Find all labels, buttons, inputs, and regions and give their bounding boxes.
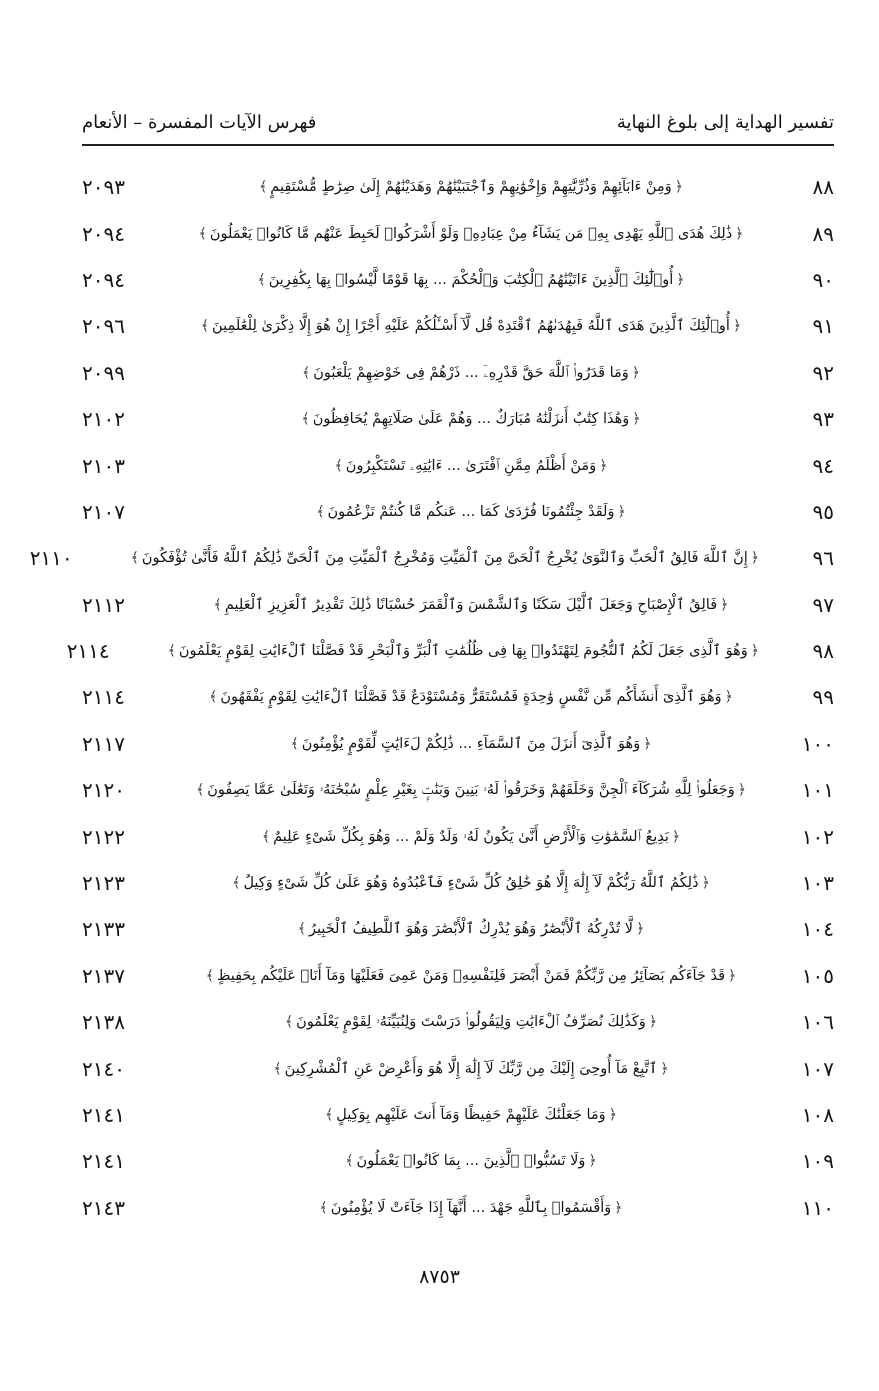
verse-text: وَمَا قَدَرُوا۟ ٱللَّهَ حَقَّ قَدْرِهِۦٓ ... ذَرْهُمْ فِى خَوْضِهِمْ يَلْعَبُونَ [313,364,629,381]
ornate-bracket-close-icon: ﴾ [196,782,205,799]
ornate-bracket-open-icon: ﴿ [631,364,640,381]
page-reference: ٢١٤١ [82,1149,125,1174]
ornate-bracket-open-icon: ﴿ [732,318,742,335]
header-rule [82,144,834,146]
table-row [82,906,834,952]
verse-text-cell [172,272,770,288]
ornate-bracket-close-icon: ﴾ [345,1153,354,1170]
ornate-bracket-close-icon: ﴾ [205,967,214,984]
ornate-bracket-close-icon: ﴾ [130,550,139,567]
page-reference: ٢١١٠ [29,546,73,571]
ornate-bracket-open-icon: ﴿ [660,1060,669,1077]
running-head [82,104,834,140]
table-row [82,1092,834,1138]
ornate-bracket-open-icon: ﴿ [728,967,737,984]
verse-text-cell [172,458,770,474]
verse-number: ٩٣ [812,407,834,432]
verse-text-cell [172,875,770,891]
verse-text: وَهُوَ ٱلَّذِىٓ أَنزَلَ مِنَ ٱلسَّمَآءِ ... ذَٰلِكُمْ لَءَايَٰتٍ لِّقَوْمٍ يُؤْمِنُونَ [301,735,641,752]
page-reference: ٢٠٩٦ [82,314,125,339]
verse-text-cell [172,1107,770,1123]
table-row [82,860,834,906]
table-row [82,721,834,767]
ornate-bracket-close-icon: ﴾ [334,457,343,474]
verse-text-cell [172,1014,770,1030]
ornate-bracket-open-icon: ﴿ [671,828,681,845]
verse-text-cell [172,1200,770,1216]
verse-text: ذَٰلِكُمُ ٱللَّهُ رَبُّكُمْ لَآ إِلَٰهَ إِلَّا هُوَ خَٰلِقُ كُلِّ شَىْءٍ فَٱعْبُدُوهُ وَهُوَ عَلَىٰ كُلِّ شَىْءٍ وَكِيلٌ [243,875,699,892]
verse-text-cell [172,921,770,937]
page-reference: ٢٠٩٤ [82,221,125,246]
verse-number: ٩٩ [812,685,834,710]
page-reference: ٢١٢٢ [82,824,125,849]
verse-number: ١٠٤ [801,917,834,942]
verse-text: وَهُوَ ٱلَّذِىٓ أَنشَأَكُم مِّن نَّفْسٍ وَٰحِدَةٍ فَمُسْتَقَرٌّ وَمُسْتَوْدَعٌ قَدْ فَصَّلْنَا ٱلْءَايَٰتِ لِقَوْمٍ يَفْقَهُونَ [220,689,722,706]
verse-number: ٩٦ [812,546,834,571]
ornate-bracket-close-icon: ﴾ [259,179,268,196]
table-row [82,953,834,999]
verse-text: ٱتَّبِعْ مَآ أُوحِىَ إِلَيْكَ مِن رَّبِّكَ لَآ إِلَٰهَ إِلَّا هُوَ وَأَعْرِضْ عَنِ ٱلْمُشْرِكِينَ [284,1060,658,1077]
verse-number: ١٠٥ [801,963,834,988]
verse-number: ١٠٨ [801,1103,834,1127]
verse-text-cell [172,179,770,195]
ornate-bracket-close-icon: ﴾ [200,318,210,335]
verse-number: ٩٧ [812,592,834,617]
ornate-bracket-close-icon: ﴾ [301,411,310,428]
ornate-bracket-open-icon: ﴿ [737,782,746,799]
ornate-bracket-open-icon: ﴿ [701,875,710,892]
page-reference: ٢١٤٠ [82,1056,125,1081]
verse-text: ذَٰلِكَ هُدَى ٱللَّهِ يَهْدِى بِهِۦ مَن يَشَآءُ مِنْ عِبَادِهِۦ وَلَوْ أَشْرَكُوا۟ لَحَبِطَ عَنْهُم مَّا كَانُوا۟ يَعْمَلُونَ [209,225,733,242]
verse-number: ٩١ [812,314,834,339]
table-row [82,350,834,396]
ornate-bracket-close-icon: ﴾ [301,364,311,381]
ornate-bracket-open-icon: ﴿ [724,689,733,706]
page-reference: ٢١٤١ [82,1103,125,1127]
table-row [66,628,834,674]
page-reference: ٢١٣٧ [82,963,125,988]
ornate-bracket-open-icon: ﴿ [599,457,608,474]
verse-number: ٩٢ [812,360,834,385]
verse-text: وَهُوَ ٱلَّذِى جَعَلَ لَكُمُ ٱلنُّجُومَ لِتَهْتَدُوا۟ بِهَا فِى ظُلُمَٰتِ ٱلْبَرِّ وَٱلْبَحْرِ قَدْ فَصَّلْنَا ٱلْءَايَٰتِ لِقَوْمٍ يَعْلَمُونَ [178,643,748,660]
page-reference: ٢١١٢ [82,592,125,617]
verse-text: أُو۟لَٰٓئِكَ ٱلَّذِينَ ءَاتَيْنَٰهُمُ ٱلْكِتَٰبَ وَٱلْحُكْمَ ... بِهَا قَوْمًا لَّيْسُوا۟ بِهَا بِكَٰفِرِينَ [268,271,674,288]
verse-text: وَمَنْ أَظْلَمُ مِمَّنِ ٱفْتَرَىٰ ... ءَايَٰتِهِۦ تَسْتَكْبِرُونَ [345,457,597,474]
verse-text-cell [172,318,770,334]
table-row [82,1138,834,1184]
verse-text-cell [172,1153,770,1169]
page-reference: ٢١٢٠ [82,778,125,803]
ornate-bracket-close-icon: ﴾ [284,1014,294,1031]
verse-text-cell [172,365,770,381]
verse-text: وَمِنْ ءَابَآئِهِمْ وَذُرِّيَّٰتِهِمْ وَإِخْوَٰنِهِمْ وَٱجْتَبَيْنَٰهُمْ وَهَدَيْنَٰهُمْ إِلَىٰ صِرَٰطٍ مُّسْتَقِيمٍ [270,179,672,196]
verse-text-cell [172,968,770,984]
verse-text-cell [172,226,770,242]
ornate-bracket-open-icon: ﴿ [643,735,652,752]
verse-text-cell [172,829,770,845]
ornate-bracket-open-icon: ﴿ [674,179,683,196]
verse-text: أُو۟لَٰٓئِكَ ٱلَّذِينَ هَدَى ٱللَّهُ فَبِهُدَىٰهُمُ ٱقْتَدِهْ قُل لَّآ أَسْـَٔلُكُمْ عَلَيْهِ أَجْرًا إِنْ هُوَ إِلَّا ذِكْرَىٰ لِلْعَٰلَمِينَ [212,318,730,335]
verse-number: ٩٤ [812,453,834,478]
verse-text: وَأَقْسَمُوا۟ بِٱللَّهِ جَهْدَ ... أَنَّهَآ إِذَا جَآءَتْ لَا يُؤْمِنُونَ [330,1199,612,1216]
table-row [82,164,834,210]
verse-number: ٩٨ [812,639,834,664]
verse-number: ١٠٦ [801,1010,834,1035]
verse-text-cell [172,504,770,520]
page-reference: ٢١٣٣ [82,917,125,942]
verse-number: ١٠٠ [801,731,834,756]
ornate-bracket-close-icon: ﴾ [290,735,299,752]
ornate-bracket-open-icon: ﴿ [750,550,759,567]
table-row [82,257,834,303]
page-reference: ٢١٢٣ [82,871,125,896]
verse-text: وَمَا جَعَلْنَٰكَ عَلَيْهِمْ حَفِيظًا وَمَآ أَنتَ عَلَيْهِم بِوَكِيلٍ [336,1107,606,1123]
table-row [82,396,834,442]
verse-number: ١٠٢ [801,824,834,849]
page-reference: ٢١٠٧ [82,499,125,524]
page-reference: ٢١٣٨ [82,1010,125,1035]
verse-text: إِنَّ ٱللَّهَ فَالِقُ ٱلْحَبِّ وَٱلنَّوَىٰ يُخْرِجُ ٱلْحَىَّ مِنَ ٱلْمَيِّتِ وَمُخْرِجُ ٱلْمَيِّتِ مِنَ ٱلْحَىِّ ذَٰلِكُمُ ٱللَّهُ فَأَنَّىٰ تُؤْفَكُونَ [141,550,748,567]
table-row [82,1185,834,1231]
ornate-bracket-close-icon: ﴾ [319,1199,328,1216]
page-reference: ٢١٠٣ [82,453,125,478]
verse-text: قَدْ جَآءَكُم بَصَآئِرُ مِن رَّبِّكُمْ فَمَنْ أَبْصَرَ فَلِنَفْسِهِۦ وَمَنْ عَمِىَ فَعَلَيْهَا وَمَآ أَنَا۠ عَلَيْكُم بِحَفِيظٍ [216,967,726,984]
verse-text-cell [120,550,770,566]
verse-text: بَدِيعُ ٱلسَّمَٰوَٰتِ وَٱلْأَرْضِ أَنَّىٰ يَكُونُ لَهُۥ وَلَدٌ وَلَمْ ... وَهُوَ بِكُلِّ شَىْءٍ عَلِيمٌ [273,828,669,845]
verse-number: ١٠٧ [801,1056,834,1081]
page-reference: ٢١١٤ [66,639,110,664]
table-row [82,767,834,813]
verse-text: وَلَقَدْ جِئْتُمُونَا فُرَٰدَىٰ كَمَا ... عَنكُم مَّا كُنتُمْ تَزْعُمُونَ [327,503,615,520]
verse-number: ١٠٣ [801,871,834,896]
verse-number: ٨٨ [812,175,834,200]
verse-number: ١٠١ [801,778,834,803]
verse-number: ٨٩ [812,221,834,246]
page-reference: ٢١١٧ [82,731,125,756]
table-row [29,535,834,581]
ornate-bracket-close-icon: ﴾ [198,225,207,242]
page-reference: ٢١١٤ [82,685,125,710]
ornate-bracket-open-icon: ﴿ [614,1199,623,1216]
book-title: تفسير الهداية إلى بلوغ النهاية [616,111,834,133]
ornate-bracket-close-icon: ﴾ [261,828,271,845]
verse-text-cell [172,782,770,798]
verse-text-cell [172,689,770,705]
verse-number: ١١٠ [801,1195,834,1220]
verse-number: ١٠٩ [801,1149,834,1174]
verse-text: لَّا تُدْرِكُهُ ٱلْأَبْصَٰرُ وَهُوَ يُدْرِكُ ٱلْأَبْصَٰرَ وَهُوَ ٱللَّطِيفُ ٱلْخَبِيرُ [308,921,634,938]
table-row [82,582,834,628]
ornate-bracket-close-icon: ﴾ [273,1060,282,1077]
table-row [82,303,834,349]
ornate-bracket-close-icon: ﴾ [297,921,306,938]
table-row [82,1045,834,1091]
table-row [82,210,834,256]
ornate-bracket-close-icon: ﴾ [257,271,266,288]
ornate-bracket-open-icon: ﴿ [750,643,759,660]
ornate-bracket-open-icon: ﴿ [588,1153,597,1170]
ornate-bracket-close-icon: ﴾ [316,503,325,520]
page-reference: ٢١٤٣ [82,1195,125,1220]
verse-number: ٩٥ [812,499,834,524]
ornate-bracket-close-icon: ﴾ [209,689,218,706]
ornate-bracket-close-icon: ﴾ [232,875,241,892]
page-reference: ٢٠٩٩ [82,360,125,385]
ornate-bracket-open-icon: ﴿ [720,596,729,613]
ornate-bracket-open-icon: ﴿ [608,1107,617,1123]
ornate-bracket-open-icon: ﴿ [617,503,626,520]
table-row [82,442,834,488]
verse-text-cell [172,411,770,427]
page-reference: ٢٠٩٤ [82,267,125,292]
page-number: ٨٧٥٣ [419,1266,460,1288]
verse-text-cell [172,736,770,752]
ornate-bracket-close-icon: ﴾ [167,643,176,660]
section-title: فهرس الآيات المفسرة – الأنعام [82,111,317,133]
table-row [82,999,834,1045]
verse-text-cell [157,643,770,659]
ornate-bracket-close-icon: ﴾ [213,596,222,613]
ornate-bracket-open-icon: ﴿ [676,271,685,288]
verse-index-list [29,164,834,1231]
verse-text: وَجَعَلُوا۟ لِلَّهِ شُرَكَآءَ ٱلْجِنَّ وَخَلَقَهُمْ وَخَرَقُوا۟ لَهُۥ بَنِينَ وَبَنَٰتٍۭ بِغَيْرِ عِلْمٍ سُبْحَٰنَهُۥ وَتَعَٰلَىٰ عَمَّا يَصِفُونَ [207,782,735,799]
verse-text: فَالِقُ ٱلْإِصْبَاحِ وَجَعَلَ ٱلَّيْلَ سَكَنًا وَٱلشَّمْسَ وَٱلْقَمَرَ حُسْبَانًا ذَٰلِكَ تَقْدِيرُ ٱلْعَزِيزِ ٱلْعَلِيمِ [224,596,718,613]
verse-text: وَلَا تَسُبُّوا۟ ٱلَّذِينَ ... بِمَا كَانُوا۟ يَعْمَلُونَ [356,1153,586,1170]
verse-number: ٩٠ [812,267,834,292]
verse-text: وَكَذَٰلِكَ نُصَرِّفُ ٱلْءَايَٰتِ وَلِيَقُولُوا۟ دَرَسْتَ وَلِنُبَيِّنَهُۥ لِقَوْمٍ يَعْلَمُونَ [296,1014,646,1031]
page-reference: ٢١٠٢ [82,407,125,432]
ornate-bracket-open-icon: ﴿ [648,1014,658,1031]
page-reference: ٢٠٩٣ [82,175,125,200]
table-row [82,489,834,535]
verse-text: وَهَٰذَا كِتَٰبٌ أَنزَلْنَٰهُ مُبَارَكٌ ... وَهُمْ عَلَىٰ صَلَاتِهِمْ يُحَافِظُونَ [312,411,630,428]
table-row [82,813,834,859]
ornate-bracket-open-icon: ﴿ [632,411,641,428]
verse-text-cell [172,1061,770,1077]
ornate-bracket-open-icon: ﴿ [636,921,645,938]
table-row [82,674,834,720]
ornate-bracket-open-icon: ﴿ [735,225,744,242]
verse-text-cell [172,597,770,613]
ornate-bracket-close-icon: ﴾ [325,1107,334,1123]
